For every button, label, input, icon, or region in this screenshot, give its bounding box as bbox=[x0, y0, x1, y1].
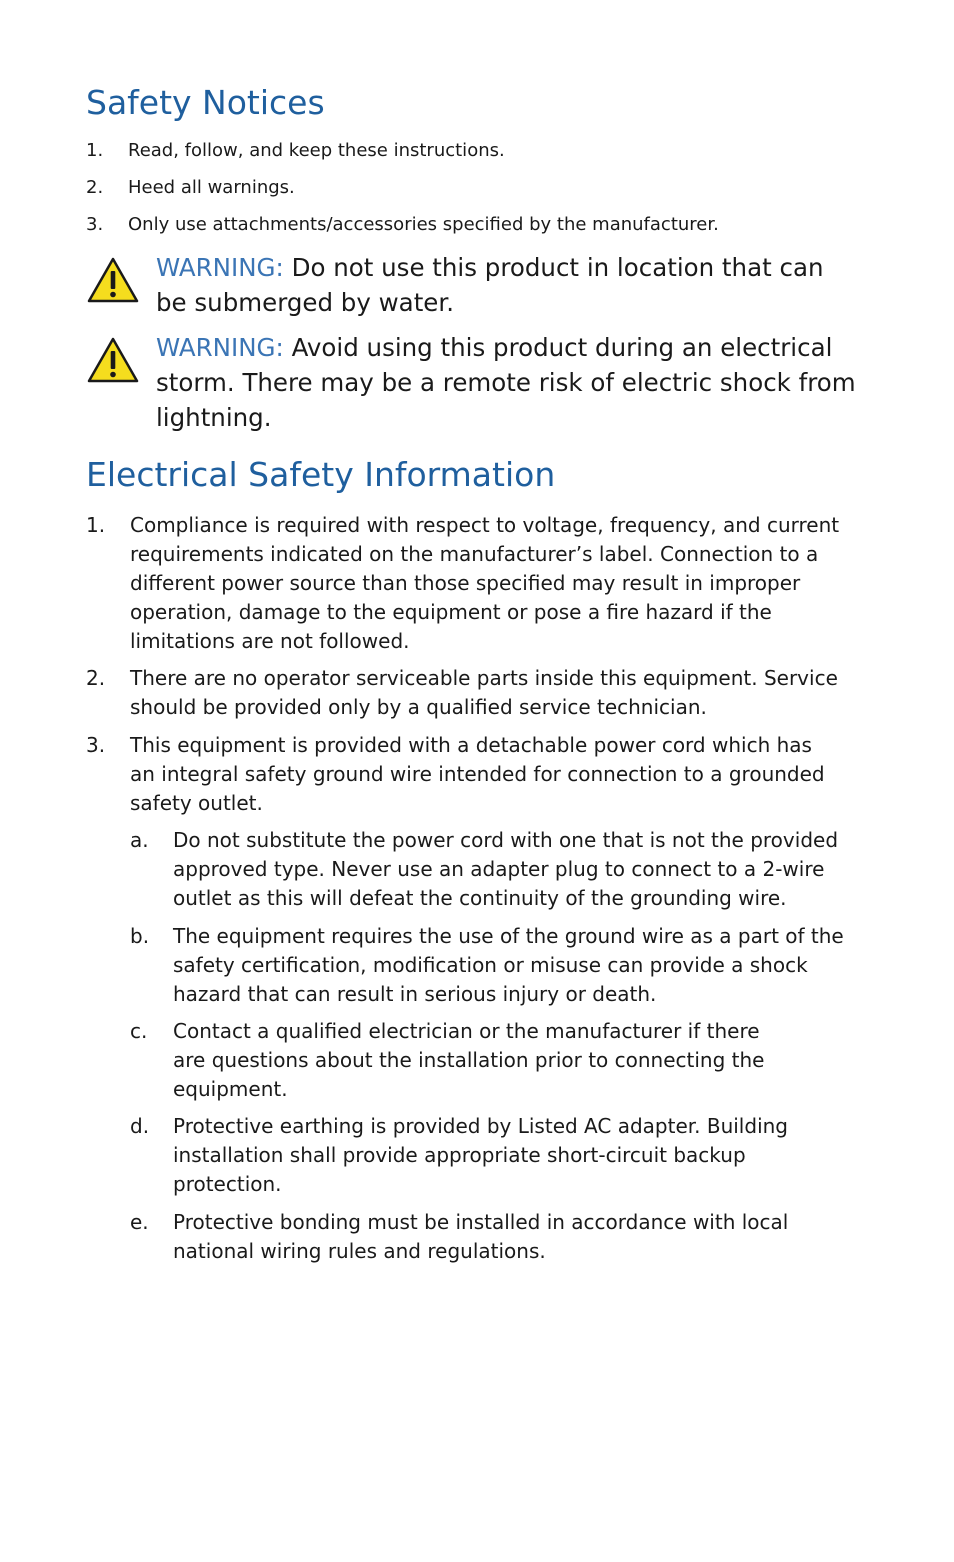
item-number: 1. bbox=[86, 140, 104, 161]
item-text bbox=[173, 1208, 876, 1266]
warning-label: WARNING: bbox=[156, 333, 284, 362]
text-line: national wiring rules and regulations. bbox=[173, 1239, 546, 1263]
item-number: 3. bbox=[86, 214, 104, 235]
warning-line: storm. There may be a remote risk of electric shock from bbox=[156, 368, 856, 397]
item-number: 1. bbox=[86, 513, 106, 537]
text-line: Protective bonding must be installed in accordance with local bbox=[173, 1210, 789, 1234]
item-text bbox=[173, 1017, 876, 1104]
item-text bbox=[130, 664, 875, 722]
text-line: hazard that can result in serious injury or death. bbox=[173, 982, 657, 1006]
text-line: Compliance is required with respect to voltage, frequency, and current bbox=[130, 513, 840, 537]
text-line: operation, damage to the equipment or pose a fire hazard if the bbox=[130, 600, 772, 624]
item-text: Read, follow, and keep these instructions. bbox=[128, 140, 505, 161]
text-line: Do not substitute the power cord with one that is not the provided bbox=[173, 828, 839, 852]
item-number: 2. bbox=[86, 177, 104, 198]
item-text: Heed all warnings. bbox=[128, 177, 295, 198]
text-line: an integral safety ground wire intended for connection to a grounded bbox=[130, 762, 825, 786]
warning-label: WARNING: bbox=[156, 253, 284, 282]
text-line: protection. bbox=[173, 1172, 282, 1196]
safety-notices-heading: Safety Notices bbox=[86, 83, 325, 122]
warning-triangle-icon bbox=[86, 336, 140, 384]
text-line: equipment. bbox=[173, 1077, 288, 1101]
text-line: The equipment requires the use of the ground wire as a part of the bbox=[173, 924, 844, 948]
text-line: requirements indicated on the manufacturer’s label. Connection to a bbox=[130, 542, 819, 566]
warning-line: Do not use this product in location that can bbox=[291, 253, 824, 282]
text-line: safety outlet. bbox=[130, 791, 263, 815]
text-line: Protective earthing is provided by Listed AC adapter. Building bbox=[173, 1114, 788, 1138]
text-line: different power source than those specified may result in improper bbox=[130, 571, 801, 595]
warning-line: Avoid using this product during an electrical bbox=[291, 333, 833, 362]
text-line: Contact a qualified electrician or the manufacturer if there bbox=[173, 1019, 760, 1043]
item-text bbox=[173, 922, 876, 1009]
text-line: outlet as this will defeat the continuity of the grounding wire. bbox=[173, 886, 787, 910]
warning-line: be submerged by water. bbox=[156, 288, 454, 317]
text-line: installation shall provide appropriate short-circuit backup bbox=[173, 1143, 746, 1167]
item-text bbox=[173, 1112, 876, 1199]
text-line: limitations are not followed. bbox=[130, 629, 410, 653]
warning-line: lightning. bbox=[156, 403, 272, 432]
text-line: safety certification, modification or misuse can provide a shock bbox=[173, 953, 808, 977]
text-line: This equipment is provided with a detachable power cord which has bbox=[130, 733, 812, 757]
warning-triangle-icon bbox=[86, 256, 140, 304]
item-text: Only use attachments/accessories specified by the manufacturer. bbox=[128, 214, 719, 235]
warning-text bbox=[156, 250, 876, 320]
item-letter: d. bbox=[130, 1114, 150, 1138]
item-number: 3. bbox=[86, 733, 106, 757]
item-letter: e. bbox=[130, 1210, 149, 1234]
item-text bbox=[130, 731, 875, 818]
item-letter: b. bbox=[130, 924, 150, 948]
text-line: approved type. Never use an adapter plug to connect to a 2-wire bbox=[173, 857, 825, 881]
text-line: should be provided only by a qualified service technician. bbox=[130, 695, 707, 719]
item-text bbox=[130, 511, 875, 656]
electrical-safety-heading: Electrical Safety Information bbox=[86, 455, 556, 494]
item-text bbox=[173, 826, 876, 913]
text-line: are questions about the installation prior to connecting the bbox=[173, 1048, 765, 1072]
item-letter: a. bbox=[130, 828, 149, 852]
item-number: 2. bbox=[86, 666, 106, 690]
text-line: There are no operator serviceable parts inside this equipment. Service bbox=[130, 666, 838, 690]
item-letter: c. bbox=[130, 1019, 148, 1043]
warning-text bbox=[156, 330, 876, 435]
